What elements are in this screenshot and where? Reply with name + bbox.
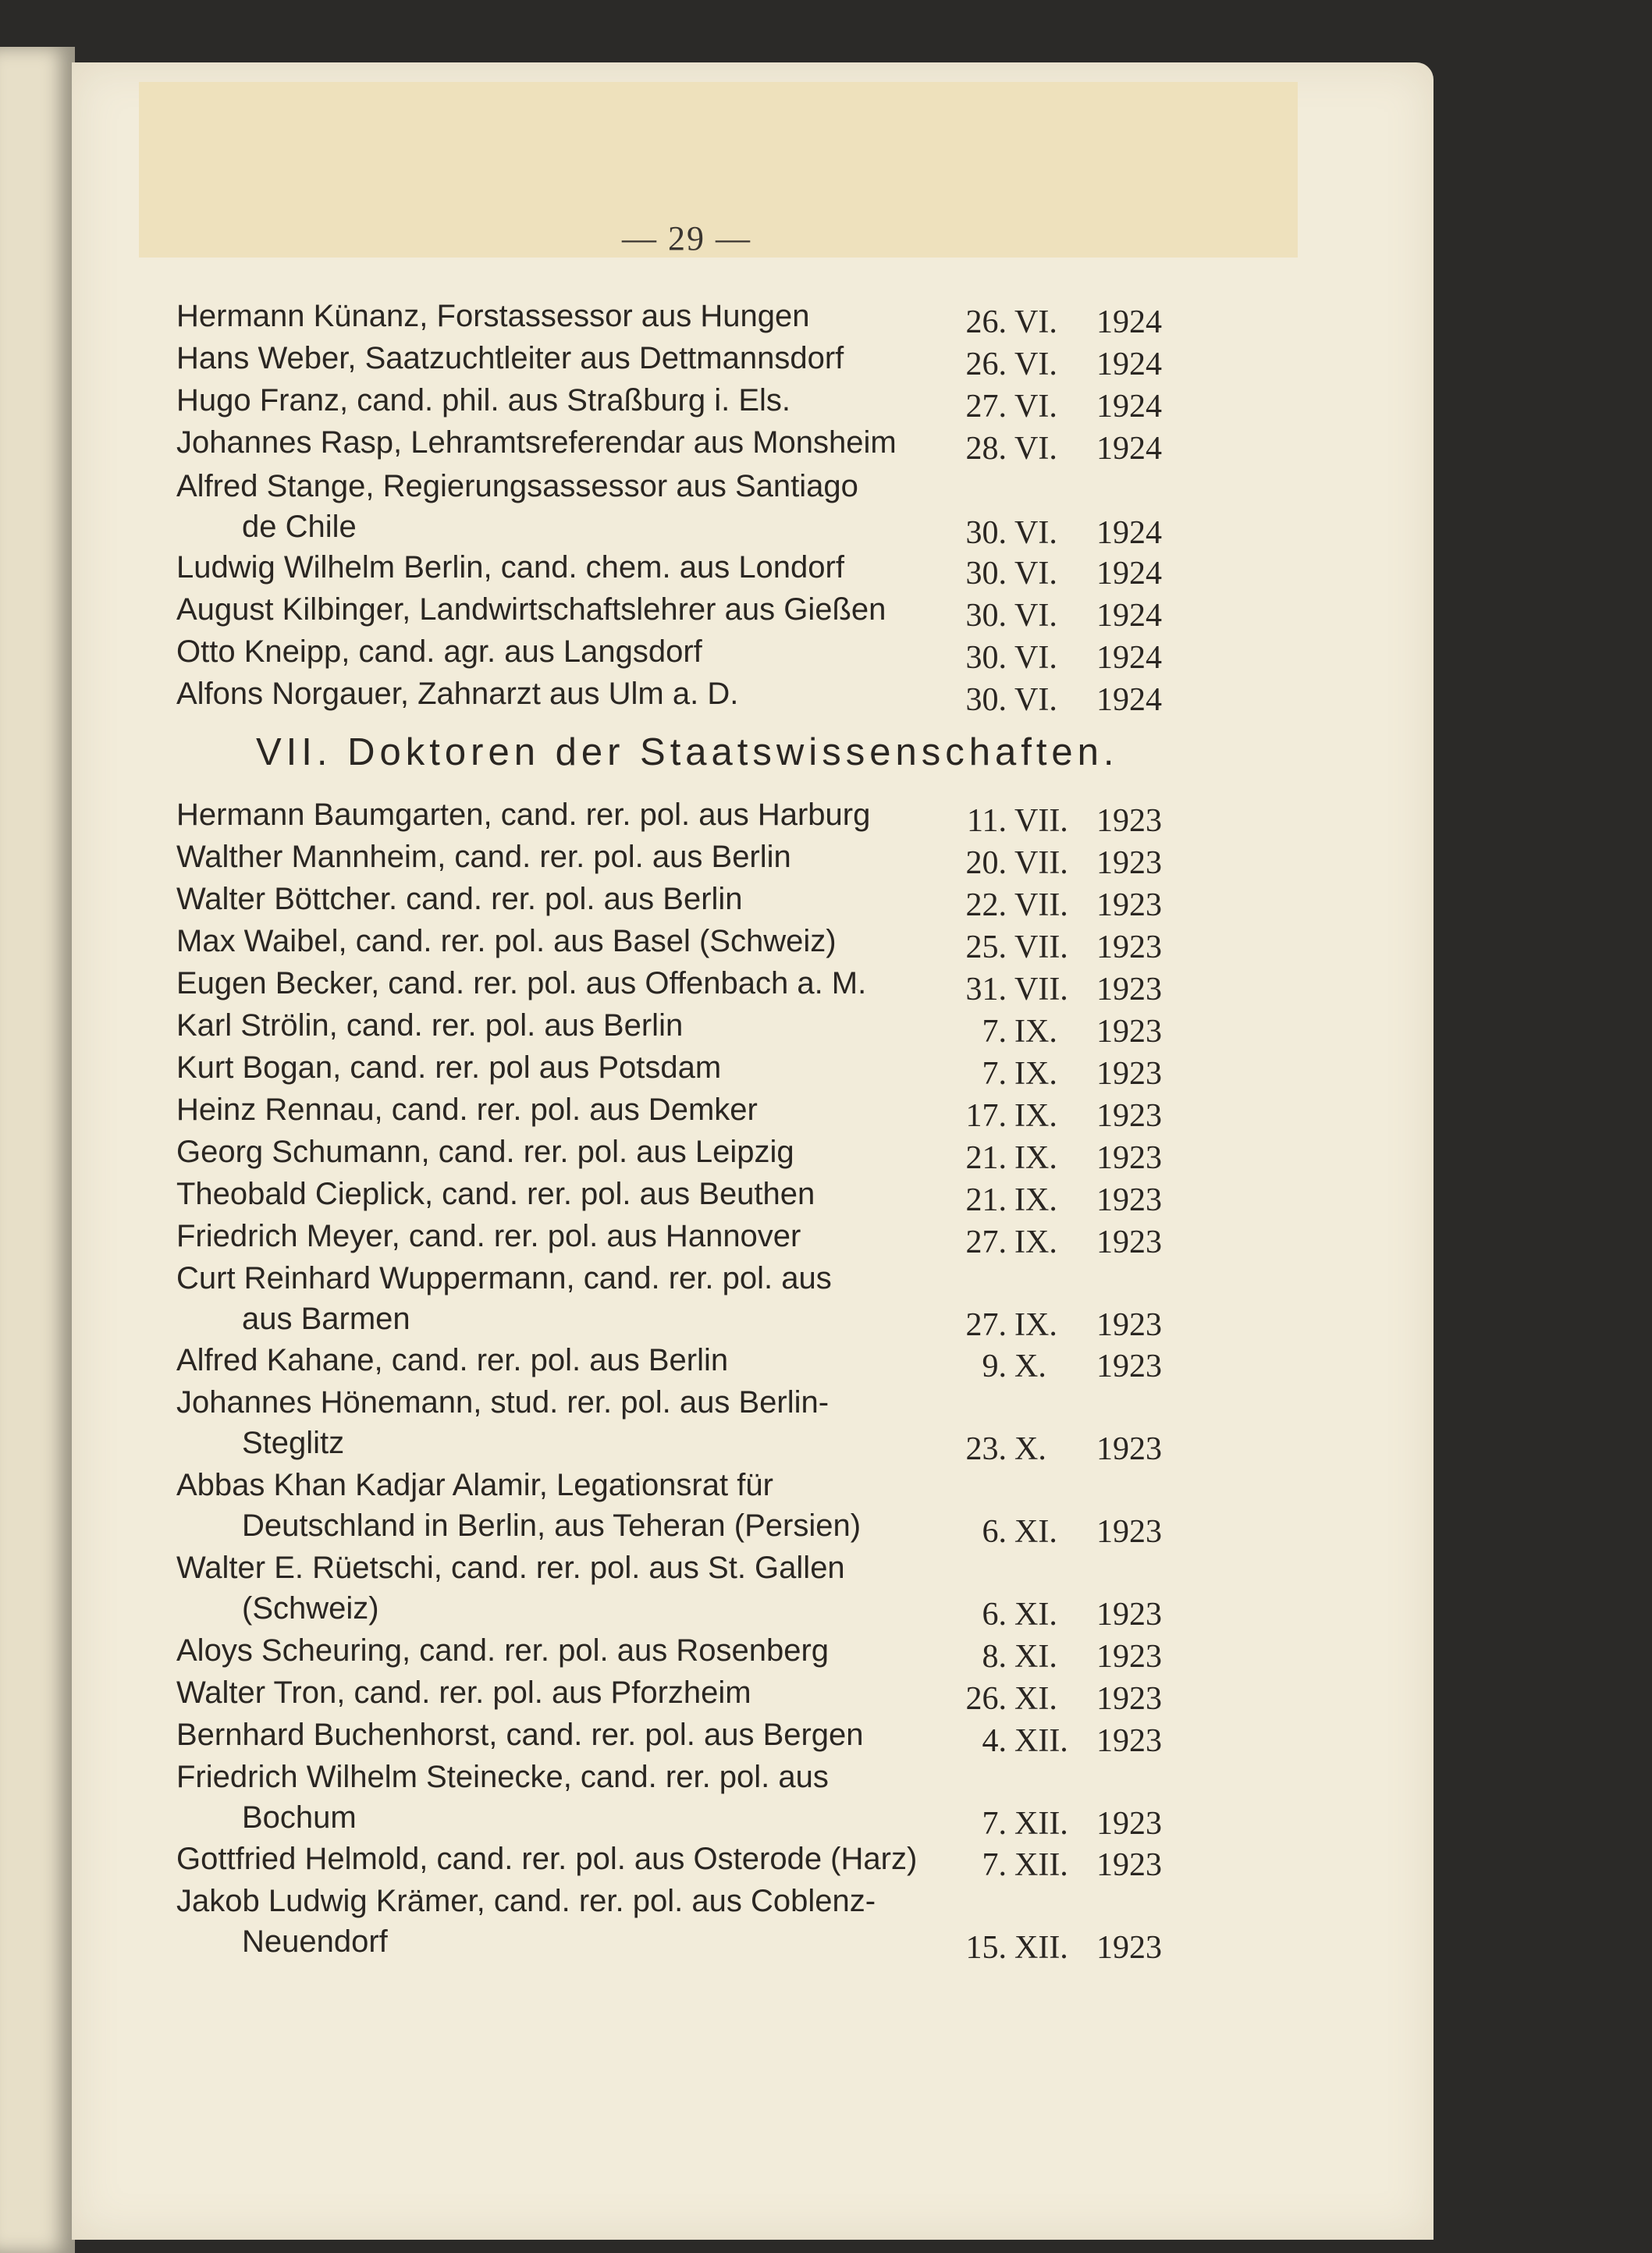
entry-day: 4. <box>982 1723 1007 1759</box>
section-heading: VII. Doktoren der Staatswissenschaften. <box>256 731 1119 773</box>
entry-year: 1923 <box>1096 1224 1162 1260</box>
entry-name-continuation: aus Barmen <box>242 1302 410 1336</box>
entry-month: VI. <box>1014 515 1057 551</box>
entry-year: 1923 <box>1096 1847 1162 1883</box>
entry-day: 6. <box>982 1597 1007 1633</box>
entry-name: Alfred Kahane, cand. rer. pol. aus Berlin <box>176 1343 729 1377</box>
entry-name-continuation: Neuendorf <box>242 1924 388 1959</box>
entry-year: 1923 <box>1096 1014 1162 1050</box>
entry-day: 21. <box>965 1182 1007 1218</box>
list-item <box>0 1257 1327 1343</box>
entry-month: VI. <box>1014 682 1057 718</box>
entry-day: 9. <box>982 1349 1007 1384</box>
entry-day: 25. <box>965 929 1007 965</box>
entry-month: XI. <box>1014 1639 1057 1675</box>
entry-day: 20. <box>965 845 1007 881</box>
entry-name: Aloys Scheuring, cand. rer. pol. aus Rosenberg <box>176 1633 830 1668</box>
entry-year: 1923 <box>1096 1098 1162 1134</box>
entry-year: 1923 <box>1096 803 1162 839</box>
entry-month: VI. <box>1014 346 1057 382</box>
entry-month: XII. <box>1014 1847 1068 1883</box>
entry-month: IX. <box>1014 1056 1057 1092</box>
entry-month: X. <box>1014 1431 1046 1467</box>
entry-day: 27. <box>965 1307 1007 1343</box>
entry-year: 1923 <box>1096 1140 1162 1176</box>
entry-day: 6. <box>982 1514 1007 1550</box>
entry-name: Walther Mannheim, cand. rer. pol. aus Berlin <box>176 840 791 874</box>
entry-month: IX. <box>1014 1014 1057 1050</box>
entry-name: Johannes Hönemann, stud. rer. pol. aus Berlin- <box>176 1385 830 1420</box>
list-item <box>0 1756 1327 1842</box>
entry-day: 28. <box>965 431 1007 467</box>
entry-name: Alfred Stange, Regierungsassessor aus Santiago <box>176 469 858 503</box>
entry-name-continuation: Steglitz <box>242 1426 345 1460</box>
entry-month: XI. <box>1014 1597 1057 1633</box>
entry-day: 27. <box>965 389 1007 425</box>
entry-name: Johannes Rasp, Lehramtsreferendar aus Monsheim <box>176 425 897 460</box>
entry-name: Abbas Khan Kadjar Alamir, Legationsrat für <box>176 1468 773 1502</box>
list-item <box>0 673 1327 727</box>
entry-year: 1923 <box>1096 1349 1162 1384</box>
entry-month: VII. <box>1014 887 1068 923</box>
entry-day: 7. <box>982 1014 1007 1050</box>
entry-name: Walter E. Rüetschi, cand. rer. pol. aus St. Gallen <box>176 1551 845 1585</box>
entry-month: VII. <box>1014 803 1068 839</box>
entry-year: 1923 <box>1096 887 1162 923</box>
entry-year: 1924 <box>1096 346 1162 382</box>
entry-year: 1923 <box>1096 1723 1162 1759</box>
list-item <box>0 1381 1327 1467</box>
entry-name-continuation: de Chile <box>242 510 357 544</box>
list-item <box>0 1464 1327 1550</box>
entry-day: 7. <box>982 1806 1007 1842</box>
entry-month: IX. <box>1014 1307 1057 1343</box>
entry-name: Bernhard Buchenhorst, cand. rer. pol. aus Bergen <box>176 1718 864 1752</box>
entry-day: 26. <box>965 346 1007 382</box>
entry-day: 8. <box>982 1639 1007 1675</box>
entry-year: 1923 <box>1096 972 1162 1007</box>
entry-month: VI. <box>1014 556 1057 592</box>
entry-month: IX. <box>1014 1224 1057 1260</box>
entry-day: 7. <box>982 1847 1007 1883</box>
entry-name-continuation: (Schweiz) <box>242 1591 379 1626</box>
entry-name: Theobald Cieplick, cand. rer. pol. aus Beuthen <box>176 1177 815 1211</box>
entry-name: Ludwig Wilhelm Berlin, cand. chem. aus Londorf <box>176 550 844 585</box>
entry-name: Friedrich Meyer, cand. rer. pol. aus Hannover <box>176 1219 801 1253</box>
entry-year: 1923 <box>1096 845 1162 881</box>
entry-name: Heinz Rennau, cand. rer. pol. aus Demker <box>176 1093 758 1127</box>
entry-month: XII. <box>1014 1806 1068 1842</box>
entry-year: 1923 <box>1096 1806 1162 1842</box>
entry-month: IX. <box>1014 1098 1057 1134</box>
entry-month: VI. <box>1014 431 1057 467</box>
entry-month: XI. <box>1014 1514 1057 1550</box>
entry-year: 1923 <box>1096 1307 1162 1343</box>
entry-year: 1923 <box>1096 1930 1162 1966</box>
entry-month: VI. <box>1014 304 1057 340</box>
entry-day: 31. <box>965 972 1007 1007</box>
entry-year: 1923 <box>1096 1681 1162 1717</box>
entry-name: Karl Strölin, cand. rer. pol. aus Berlin <box>176 1008 684 1043</box>
entry-name: Eugen Becker, cand. rer. pol. aus Offenbach a. M. <box>176 966 867 1000</box>
entry-name: Hermann Künanz, Forstassessor aus Hungen <box>176 299 810 333</box>
entry-name: Max Waibel, cand. rer. pol. aus Basel (Schweiz) <box>176 924 837 958</box>
entry-month: VII. <box>1014 972 1068 1007</box>
entry-year: 1924 <box>1096 304 1162 340</box>
entry-year: 1924 <box>1096 389 1162 425</box>
entry-day: 30. <box>965 682 1007 718</box>
list-item <box>0 1880 1327 1966</box>
entry-day: 30. <box>965 556 1007 592</box>
entry-month: VI. <box>1014 598 1057 634</box>
entry-name: Curt Reinhard Wuppermann, cand. rer. pol. aus <box>176 1261 832 1295</box>
entry-day: 15. <box>965 1930 1007 1966</box>
entry-day: 30. <box>965 598 1007 634</box>
entry-month: IX. <box>1014 1140 1057 1176</box>
entry-name: Hermann Baumgarten, cand. rer. pol. aus Harburg <box>176 798 871 832</box>
entry-year: 1923 <box>1096 1639 1162 1675</box>
entry-day: 26. <box>965 1681 1007 1717</box>
entry-year: 1924 <box>1096 682 1162 718</box>
entry-year: 1924 <box>1096 556 1162 592</box>
entry-month: IX. <box>1014 1182 1057 1218</box>
entry-name: Gottfried Helmold, cand. rer. pol. aus Osterode (Harz) <box>176 1842 918 1876</box>
entry-month: VII. <box>1014 929 1068 965</box>
entry-year: 1923 <box>1096 1056 1162 1092</box>
entry-name-continuation: Deutschland in Berlin, aus Teheran (Persien) <box>242 1509 862 1543</box>
entry-month: XII. <box>1014 1930 1068 1966</box>
entry-name-continuation: Bochum <box>242 1800 357 1835</box>
entry-day: 11. <box>967 803 1007 839</box>
entry-name: Hans Weber, Saatzuchtleiter aus Dettmannsdorf <box>176 341 844 375</box>
entry-name: Walter Tron, cand. rer. pol. aus Pforzheim <box>176 1676 751 1710</box>
entry-name: Friedrich Wilhelm Steinecke, cand. rer. pol. aus <box>176 1760 829 1794</box>
entry-name: Kurt Bogan, cand. rer. pol aus Potsdam <box>176 1050 722 1085</box>
entry-day: 30. <box>965 515 1007 551</box>
entry-day: 30. <box>965 640 1007 676</box>
entry-day: 21. <box>965 1140 1007 1176</box>
list-item <box>0 465 1327 551</box>
entry-year: 1924 <box>1096 598 1162 634</box>
entry-name: Hugo Franz, cand. phil. aus Straßburg i. Els. <box>176 383 791 418</box>
entry-day: 7. <box>982 1056 1007 1092</box>
entry-year: 1923 <box>1096 929 1162 965</box>
page-number: — 29 — <box>622 219 751 258</box>
entry-year: 1923 <box>1096 1597 1162 1633</box>
entry-name: Jakob Ludwig Krämer, cand. rer. pol. aus Coblenz- <box>176 1884 876 1918</box>
entry-day: 27. <box>965 1224 1007 1260</box>
entry-name: Georg Schumann, cand. rer. pol. aus Leipzig <box>176 1135 794 1169</box>
entry-year: 1923 <box>1096 1182 1162 1218</box>
entry-day: 26. <box>965 304 1007 340</box>
entry-month: VI. <box>1014 640 1057 676</box>
entry-year: 1924 <box>1096 515 1162 551</box>
entry-day: 23. <box>965 1431 1007 1467</box>
entry-month: XI. <box>1014 1681 1057 1717</box>
list-item <box>0 1547 1327 1633</box>
entry-month: VI. <box>1014 389 1057 425</box>
entry-year: 1923 <box>1096 1431 1162 1467</box>
entry-month: XII. <box>1014 1723 1068 1759</box>
entry-month: VII. <box>1014 845 1068 881</box>
entry-year: 1923 <box>1096 1514 1162 1550</box>
entry-name: Alfons Norgauer, Zahnarzt aus Ulm a. D. <box>176 677 739 711</box>
entry-year: 1924 <box>1096 431 1162 467</box>
entry-year: 1924 <box>1096 640 1162 676</box>
entry-month: X. <box>1014 1349 1046 1384</box>
entry-day: 22. <box>965 887 1007 923</box>
entry-name: Otto Kneipp, cand. agr. aus Langsdorf <box>176 634 702 669</box>
entry-name: August Kilbinger, Landwirtschaftslehrer aus Gießen <box>176 592 886 627</box>
entry-name: Walter Böttcher. cand. rer. pol. aus Berlin <box>176 882 743 916</box>
entry-day: 17. <box>965 1098 1007 1134</box>
